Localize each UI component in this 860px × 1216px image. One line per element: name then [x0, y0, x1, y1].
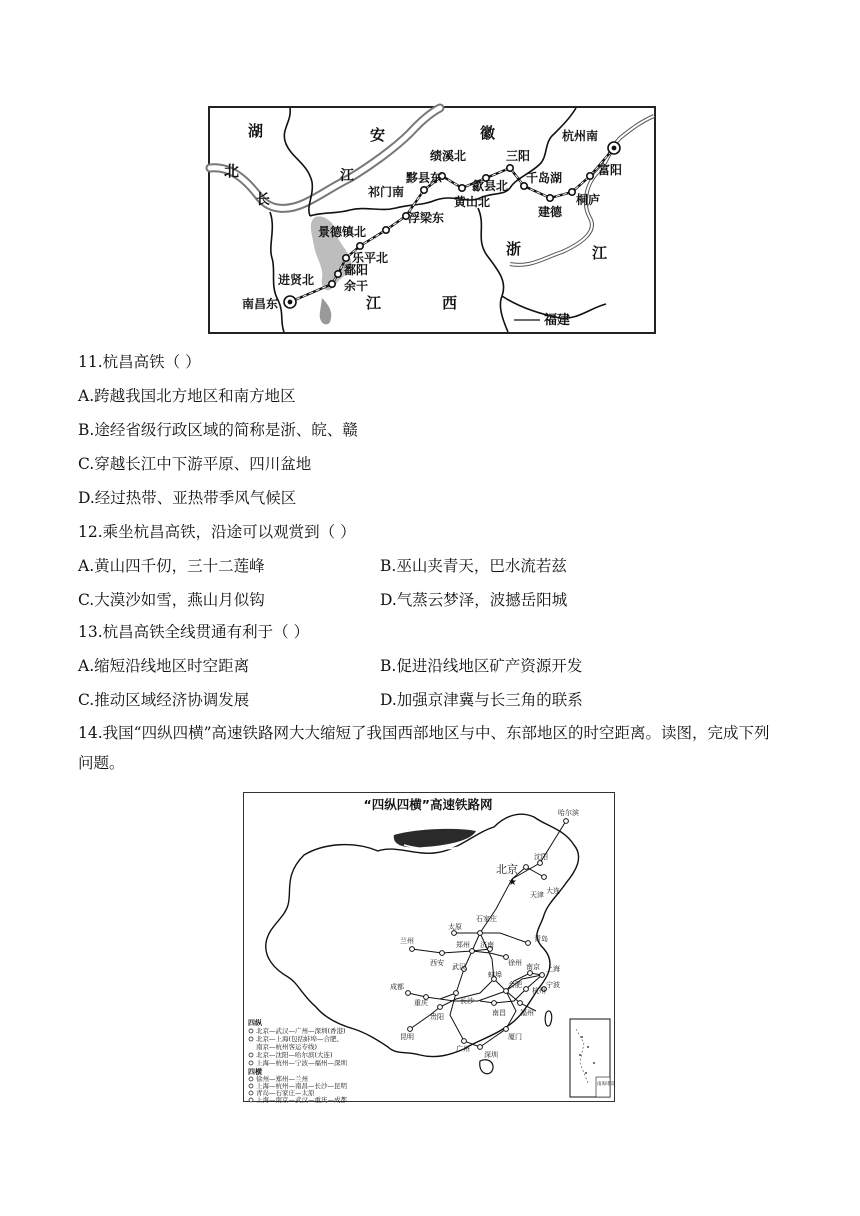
beijing-star-icon: ★ — [508, 877, 517, 888]
station-hangzhounan: 杭州南 — [562, 129, 599, 143]
q12-option-c[interactable]: C.大漠沙如雪，燕山月似钩 — [78, 591, 265, 609]
city-beijing: 北京 — [496, 863, 518, 876]
q13-option-d[interactable]: D.加强京津冀与长三角的联系 — [380, 691, 583, 709]
legend-zong-3: 南京—杭州客运专线) — [256, 1043, 318, 1051]
city-changsha: 长沙 — [460, 997, 474, 1005]
city-guangzhou: 广州 — [456, 1045, 470, 1053]
station-jiande: 建德 — [538, 205, 563, 219]
q11-option-a[interactable]: A.跨越我国北方地区和南方地区 — [78, 387, 296, 405]
city-lanzhou: 兰州 — [400, 937, 414, 945]
legend-zong-2: 北京—上海(包括蚌埠—合肥、 — [256, 1035, 344, 1043]
q11-option-b[interactable]: B.途经省级行政区域的简称是浙、皖、赣 — [78, 421, 358, 439]
hangchang-railway-map — [208, 106, 656, 334]
station-jingdezhenbei: 景德镇北 — [318, 225, 367, 239]
taiwan-island — [545, 1011, 551, 1026]
city-guiyang: 贵阳 — [430, 1013, 444, 1021]
station-qimennan: 祁门南 — [368, 185, 405, 199]
label-fujian: 福建 — [544, 313, 571, 328]
legend-heng-4: 上海—南京—武汉—重庆—成都 — [256, 1096, 347, 1104]
city-shijiazhuang: 石家庄 — [476, 915, 497, 923]
hainan-island — [480, 1060, 493, 1074]
city-xuzhou: 徐州 — [508, 959, 522, 967]
city-chongqing: 重庆 — [414, 999, 428, 1007]
q13-option-c[interactable]: C.推动区域经济协调发展 — [78, 691, 250, 709]
city-taiyuan: 太原 — [448, 923, 462, 931]
q11-option-c[interactable]: C.穿越长江中下游平原、四川盆地 — [78, 455, 312, 473]
city-zhengzhou: 郑州 — [456, 941, 470, 949]
station-shexianbei: 歙县北 — [472, 179, 509, 193]
station-yixiandong: 黟县东 — [406, 171, 443, 185]
city-ningbo: 宁波 — [546, 981, 560, 989]
city-chengdu: 成都 — [390, 983, 404, 991]
legend-zong-title: 四纵 — [248, 1019, 262, 1027]
city-nanchang: 南昌 — [492, 1009, 506, 1017]
city-hangzhou: 杭州 — [532, 987, 546, 995]
city-qingdao: 青岛 — [534, 935, 548, 943]
label-zhe: 浙 — [506, 240, 522, 258]
city-dalian: 大连 — [546, 887, 560, 895]
station-fuliangdong: 浮梁东 — [408, 211, 445, 225]
hsr-network-svg — [244, 793, 615, 1104]
label-xi: 西 — [442, 294, 458, 312]
station-lepingbei: 乐平北 — [352, 251, 389, 265]
legend-zong-1: 北京—武汉—广州—深圳(香港) — [256, 1027, 346, 1035]
station-qiandaohu: 千岛湖 — [526, 171, 563, 185]
city-wuhan: 武汉 — [452, 963, 466, 971]
q11-option-d[interactable]: D.经过热带、亚热带季风气候区 — [78, 489, 297, 507]
legend-heng-2: 上海—杭州—南昌—长沙—昆明 — [256, 1082, 347, 1090]
label-hui: 徽 — [480, 124, 496, 142]
station-yugan: 余干 — [344, 279, 369, 293]
legend-heng-3: 青岛—石家庄—太原 — [256, 1089, 315, 1097]
label-an: 安 — [370, 126, 386, 144]
four-vertical-four-horizontal-map — [243, 792, 615, 1102]
label-jiang-river: 江 — [340, 168, 354, 184]
city-shenyang: 沈阳 — [534, 853, 548, 861]
label-jiang-xi: 江 — [366, 294, 382, 312]
station-tonglu: 桐庐 — [576, 193, 601, 207]
city-kunming: 昆明 — [400, 1033, 414, 1041]
q13-stem: 13.杭昌高铁全线贯通有利于（ ） — [78, 623, 310, 641]
city-xiamen: 厦门 — [508, 1033, 522, 1041]
city-shanghai: 上海 — [546, 965, 560, 973]
q12-option-a[interactable]: A.黄山四千仞，三十二莲峰 — [78, 557, 265, 575]
map2-title: “四纵四横”高速铁路网 — [363, 797, 493, 812]
q12-option-d[interactable]: D.气蒸云梦泽，波撼岳阳城 — [380, 591, 568, 609]
station-nanchangdong: 南昌东 — [242, 297, 279, 311]
label-hu: 湖 — [248, 122, 264, 140]
city-shenzhen: 深圳 — [484, 1051, 498, 1059]
q13-option-a[interactable]: A.缩短沿线地区时空距离 — [78, 657, 250, 675]
city-bengbu: 蚌埠 — [488, 971, 502, 979]
q11-stem: 11.杭昌高铁（ ） — [78, 353, 201, 371]
station-jinxianbei: 进贤北 — [278, 273, 315, 287]
label-bei: 北 — [224, 162, 240, 180]
legend-heng-title: 四横 — [248, 1068, 262, 1076]
station-sanyang: 三阳 — [506, 149, 531, 163]
city-nanjing: 南京 — [526, 963, 540, 971]
station-fuyang: 富阳 — [598, 163, 623, 177]
q13-option-b[interactable]: B.促进沿线地区矿产资源开发 — [380, 657, 583, 675]
station-jixibei: 绩溪北 — [430, 149, 467, 163]
hangchang-map-svg — [210, 108, 654, 332]
city-jinan: 济南 — [480, 941, 494, 949]
inset-label: 南海诸岛 — [597, 1082, 615, 1087]
city-tianjin: 天津 — [530, 891, 544, 899]
city-hefei: 合肥 — [508, 981, 522, 989]
label-jiang-zhe: 江 — [592, 244, 608, 262]
q12-option-b[interactable]: B.巫山夹青天，巴水流若兹 — [380, 557, 567, 575]
q14-stem: 14.我国“四纵四横”高速铁路网大大缩短了我国西部地区与中、东部地区的时空距离。读图，完成下列问题。 — [78, 724, 770, 772]
station-poyang: 鄱阳 — [344, 263, 369, 277]
legend-zong-5: 上海—杭州—宁波—福州—深圳 — [256, 1059, 347, 1067]
legend-zong-4: 北京—沈阳—哈尔滨(大连) — [256, 1051, 333, 1059]
city-xian: 西安 — [430, 959, 444, 967]
q12-stem: 12.乘坐杭昌高铁，沿途可以观赏到（ ） — [78, 523, 356, 541]
legend-heng-1: 徐州—郑州—兰州 — [256, 1075, 308, 1083]
city-harbin: 哈尔滨 — [558, 809, 579, 817]
label-chang: 长 — [256, 192, 270, 208]
station-huangshanbei: 黄山北 — [454, 195, 491, 209]
city-fuzhou: 福州 — [520, 1009, 534, 1017]
